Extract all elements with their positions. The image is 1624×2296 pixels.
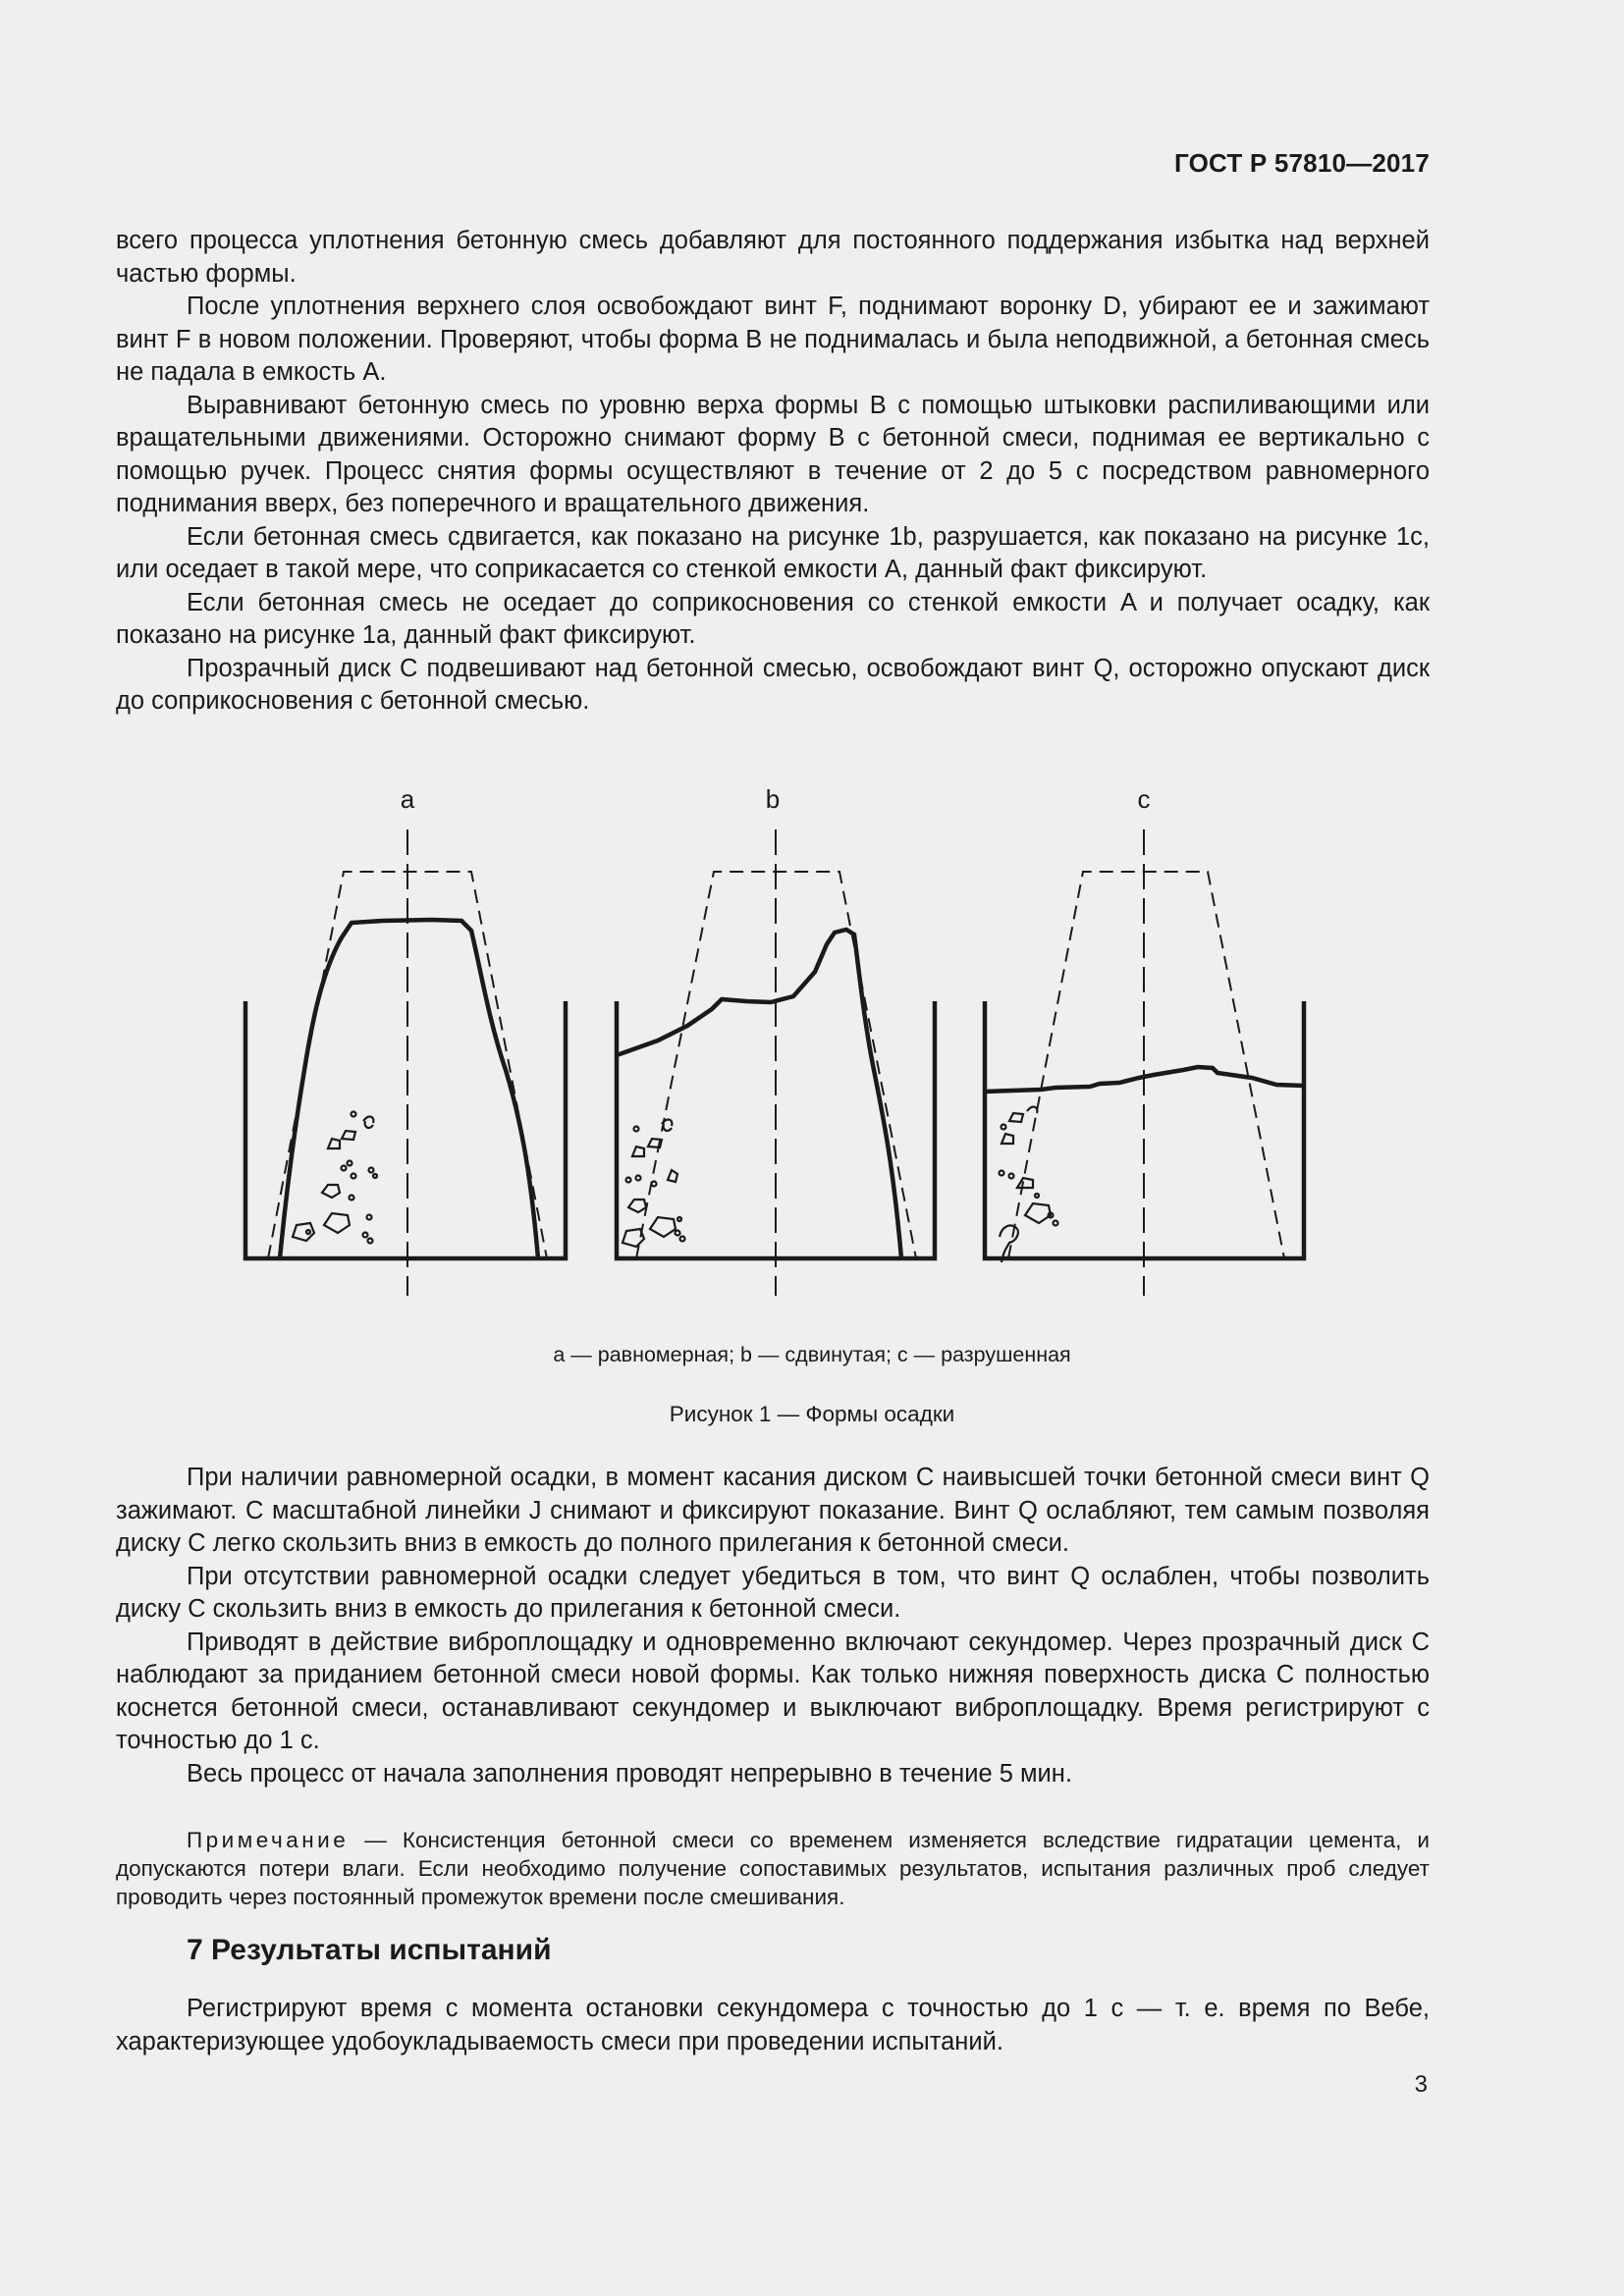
document-header: ГОСТ Р 57810—2017 <box>1174 148 1430 178</box>
panel-b <box>617 829 935 1296</box>
paragraph: Весь процесс от начала заполнения проводят непрерывно в течение 5 мин. <box>187 1759 1072 1788</box>
paragraph: При отсутствии равномерной осадки следует убедиться в том, что винт Q ослаблен, чтобы позволить диску C скользить вниз в емкость до прилегания к бетонной смеси. <box>116 1562 1430 1623</box>
paragraph: Прозрачный диск C подвешивают над бетонной смесью, освобождают винт Q, осторожно опускают диск до соприкосновения с бетонной смесью. <box>116 654 1430 715</box>
paragraph: При наличии равномерной осадки, в момент касания диском C наивысшей точки бетонной смеси винт Q зажимают. С масштабной линейки J снимают и фиксируют показание. Винт Q ослабляют, тем самым позволяя диску C легко скользить вниз в емкость до полного прилегания к бетонной смеси. <box>116 1464 1430 1557</box>
page-number: 3 <box>1414 2071 1428 2098</box>
paragraph: Если бетонная смесь сдвигается, как показано на рисунке 1b, разрушается, как показано на рисунке 1c, или оседает в такой мере, что соприкасается со стенкой емкости A, данный факт фиксируют. <box>116 522 1430 583</box>
paragraph: Регистрируют время с момента остановки секундомера с точностью до 1 с — т. е. время по Вебе, характеризующее удобоукладываемость смеси при проведении испытаний. <box>116 1995 1430 2056</box>
paragraph: всего процесса уплотнения бетонную смесь добавляют для постоянного поддержания избытка над верхней частью формы. <box>116 227 1430 288</box>
slump-figure <box>226 775 1335 1325</box>
paragraph: Если бетонная смесь не оседает до соприкосновения со стенкой емкости A и получает осадку, как показано на рисунке 1a, данный факт фиксируют. <box>116 588 1430 649</box>
note-text: — Консистенция бетонной смеси со временем изменяется вследствие гидратации цемента, и допускаются потери влаги. Если необходимо получение сопоставимых результатов, испытания различных проб следует проводить через постоянный промежуток времени после смешивания. <box>116 1827 1430 1909</box>
panel-label-a: a <box>400 784 415 814</box>
text-block-middle <box>116 1462 1430 1790</box>
panel-label-c: c <box>1137 784 1151 814</box>
text-block-results <box>116 1993 1430 2058</box>
figure-caption: Рисунок 1 — Формы осадки <box>669 1402 955 1426</box>
paragraph: После уплотнения верхнего слоя освобождают винт F, поднимают воронку D, убирают ее и зажимают винт F в новом положении. Проверяют, чтобы форма B не поднималась и была неподвижной, а бетонная смесь не падала в емкость A. <box>116 293 1430 386</box>
section-heading: 7 Результаты испытаний <box>187 1934 552 1966</box>
paragraph: Выравнивают бетонную смесь по уровню верха формы B с помощью штыковки распиливающими или вращательными движениями. Осторожно снимают форму B с бетонной смеси, поднимая ее вертикально с помощью ручек. Процесс снятия формы осуществляют в течение от 2 до 5 с посредством равномерного поднимания вверх, без поперечного и вращательного движения. <box>116 391 1430 517</box>
figure-legend: a — равномерная; b — сдвинутая; c — разрушенная <box>553 1343 1071 1366</box>
note <box>116 1826 1430 1911</box>
panel-a <box>245 829 566 1296</box>
paragraph: Приводят в действие виброплощадку и одновременно включают секундомер. Через прозрачный диск C наблюдают за приданием бетонной смеси новой формы. Как только нижняя поверхность диска C полностью коснется бетонной смеси, останавливают секундомер и выключают виброплощадку. Время регистрируют с точностью до 1 с. <box>116 1628 1430 1754</box>
text-block-top <box>116 225 1430 719</box>
panel-label-b: b <box>765 784 781 814</box>
panel-c <box>985 829 1304 1296</box>
slump-shapes-drawing <box>226 775 1335 1325</box>
note-label: Примечание <box>187 1827 350 1852</box>
